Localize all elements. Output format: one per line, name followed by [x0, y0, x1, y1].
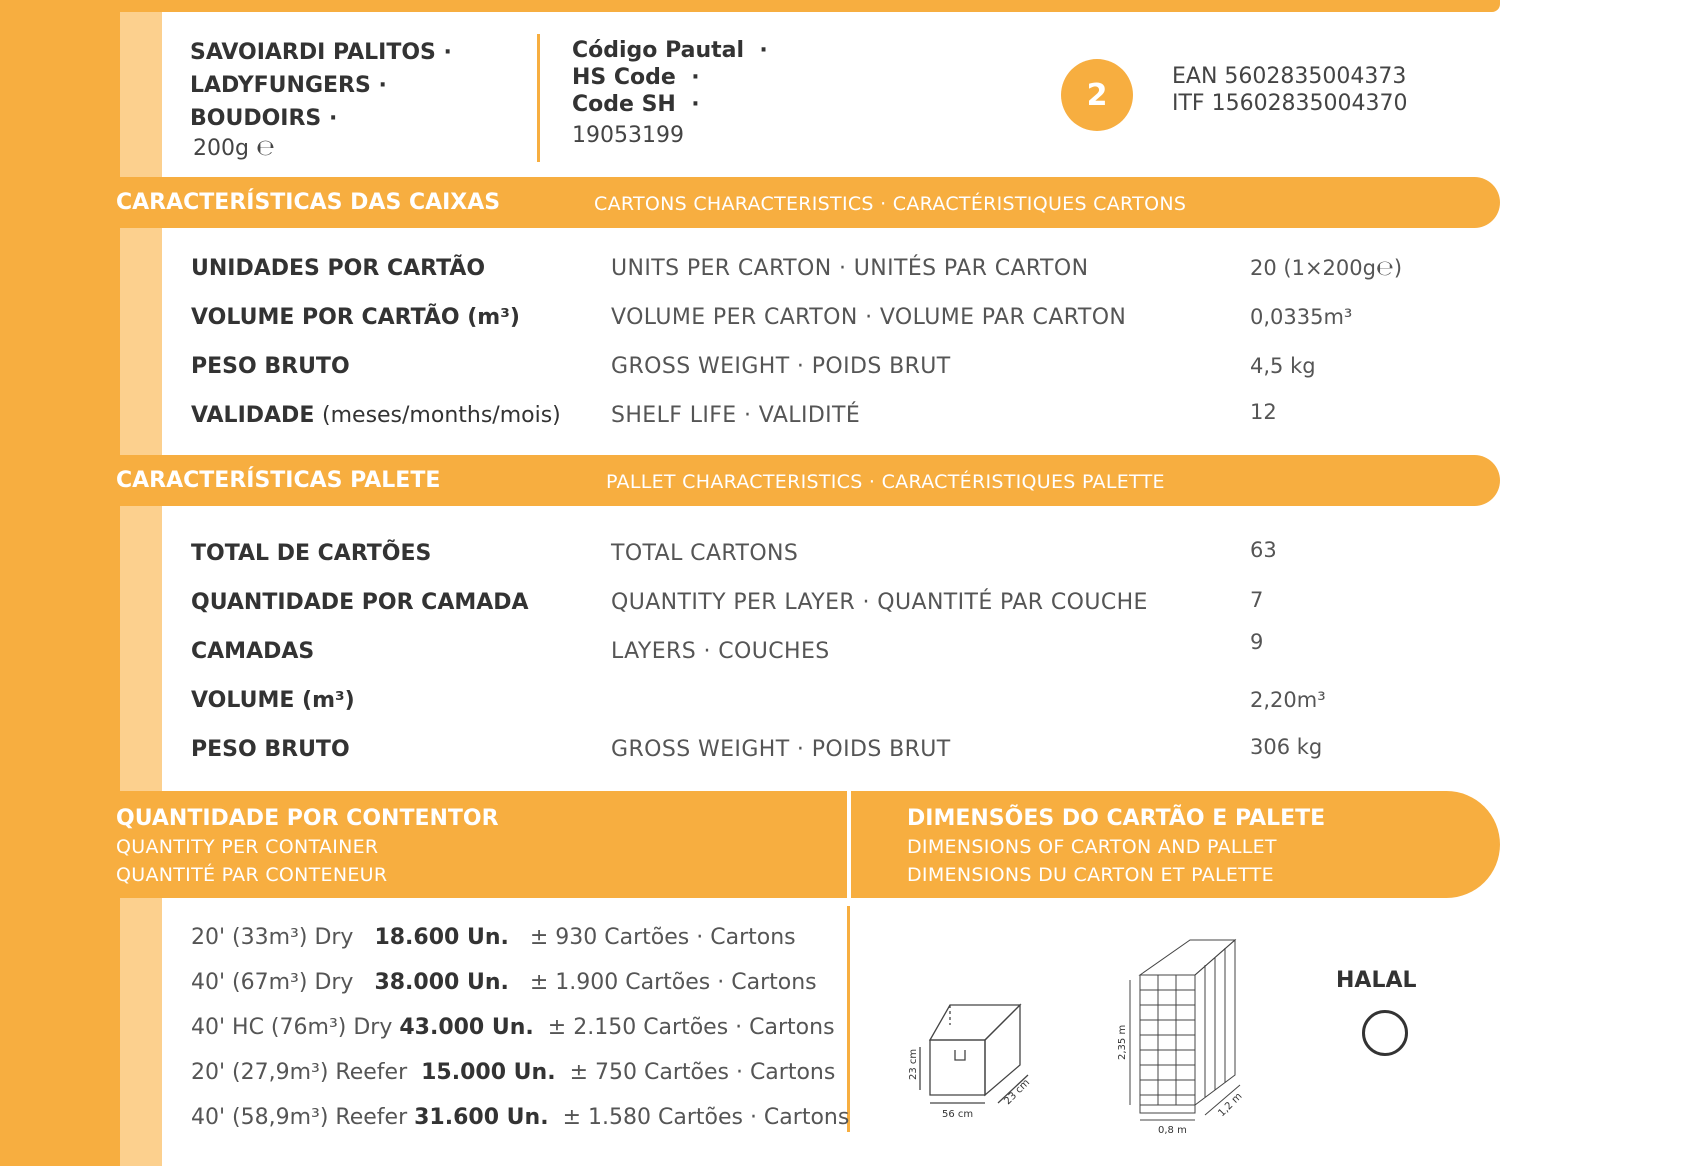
cartons-subtitle: CARTONS CHARACTERISTICS · CARACTÉRISTIQUES CARTONS: [594, 193, 1187, 215]
carton-side-face: [985, 1005, 1020, 1095]
left-accent-strip: [0, 0, 120, 1166]
carton-length-label: 56 cm: [942, 1109, 974, 1120]
pallet-per-layer-value: 7: [1250, 588, 1264, 612]
dimensions-subtitle-fr: DIMENSIONS DU CARTON ET PALETTE: [907, 864, 1274, 886]
code-label-pt: Código Pautal ·: [572, 38, 768, 63]
halal-mark-icon: [1362, 1010, 1408, 1056]
cartons-title: CARACTERÍSTICAS DAS CAIXAS: [116, 190, 501, 215]
carton-weight-value: 4,5 kg: [1250, 354, 1316, 378]
dimensions-title: DIMENSÕES DO CARTÃO E PALETE: [907, 806, 1326, 831]
carton-shelf-life-trans: SHELF LIFE · VALIDITÉ: [611, 403, 861, 428]
carton-top-face: [930, 1005, 1020, 1040]
carton-shelf-life-label: VALIDADE (meses/months/mois): [191, 403, 561, 428]
pallet-weight-value: 306 kg: [1250, 735, 1323, 759]
pallet-width-label: 0,8 m: [1158, 1125, 1187, 1135]
pallet-weight-label: PESO BRUTO: [191, 737, 350, 762]
product-weight: 200g ℮: [193, 136, 275, 161]
header-divider: [537, 34, 540, 162]
pallet-weight-trans: GROSS WEIGHT · POIDS BRUT: [611, 737, 951, 762]
carton-weight-trans: GROSS WEIGHT · POIDS BRUT: [611, 354, 951, 379]
code-label-fr: Code SH ·: [572, 92, 700, 117]
carton-units-trans: UNITS PER CARTON · UNITÉS PAR CARTON: [611, 256, 1089, 281]
carton-volume-trans: VOLUME PER CARTON · VOLUME PAR CARTON: [611, 305, 1127, 330]
container-row: 40' HC (76m³) Dry 43.000 Un. ± 2.150 Cartões · Cartons: [191, 1015, 835, 1040]
halal-label: HALAL: [1336, 968, 1417, 993]
pallet-diagram: [1110, 935, 1260, 1135]
carton-units-label: UNIDADES POR CARTÃO: [191, 256, 486, 281]
product-name-pt: SAVOIARDI PALITOS ·: [190, 40, 452, 65]
carton-shelf-life-value: 12: [1250, 400, 1277, 424]
pallet-layers-trans: LAYERS · COUCHES: [611, 639, 830, 664]
pallet-total-trans: TOTAL CARTONS: [611, 541, 799, 566]
carton-units-value: 20 (1×200g℮): [1250, 256, 1403, 280]
carton-depth-label: 23 cm: [1002, 1077, 1033, 1108]
pallet-height-label: 2,35 m: [1117, 1024, 1128, 1060]
product-name-fr: BOUDOIRS ·: [190, 106, 338, 131]
pallet-volume-label: VOLUME (m³): [191, 688, 355, 713]
top-accent-bar: [120, 0, 1500, 12]
carton-volume-label: VOLUME POR CARTÃO (m³): [191, 305, 520, 330]
variant-badge: 2: [1061, 59, 1133, 131]
carton-front-face: [930, 1040, 985, 1095]
left-light-strip: [120, 0, 162, 1166]
pallet-subtitle: PALLET CHARACTERISTICS · CARACTÉRISTIQUES PALETTE: [606, 471, 1165, 493]
carton-height-label: 23 cm: [908, 1048, 919, 1080]
pallet-depth-label: 1,2 m: [1216, 1090, 1245, 1120]
carton-weight-label: PESO BRUTO: [191, 354, 350, 379]
carton-diagram: [900, 995, 1050, 1125]
pallet-title: CARACTERÍSTICAS PALETE: [116, 468, 441, 493]
pallet-layers-value: 9: [1250, 630, 1264, 654]
container-divider: [847, 906, 850, 1132]
container-title: QUANTIDADE POR CONTENTOR: [116, 806, 499, 831]
code-value: 19053199: [572, 123, 684, 148]
container-subtitle-fr: QUANTITÉ PAR CONTENEUR: [116, 864, 388, 886]
pallet-per-layer-trans: QUANTITY PER LAYER · QUANTITÉ PAR COUCHE: [611, 590, 1148, 615]
container-row: 40' (58,9m³) Reefer 31.600 Un. ± 1.580 Cartões · Cartons: [191, 1105, 850, 1130]
container-row: 20' (27,9m³) Reefer 15.000 Un. ± 750 Cartões · Cartons: [191, 1060, 836, 1085]
code-label-en: HS Code ·: [572, 65, 700, 90]
band-divider: [847, 791, 851, 898]
pallet-per-layer-label: QUANTIDADE POR CAMADA: [191, 590, 529, 615]
pallet-layers-label: CAMADAS: [191, 639, 315, 664]
container-subtitle-en: QUANTITY PER CONTAINER: [116, 836, 379, 858]
pallet-total-value: 63: [1250, 538, 1277, 562]
container-row: 40' (67m³) Dry 38.000 Un. ± 1.900 Cartões · Cartons: [191, 970, 817, 995]
dimensions-subtitle-en: DIMENSIONS OF CARTON AND PALLET: [907, 836, 1277, 858]
product-name-en: LADYFUNGERS ·: [190, 73, 387, 98]
container-row: 20' (33m³) Dry 18.600 Un. ± 930 Cartões · Cartons: [191, 925, 796, 950]
itf-code: ITF 15602835004370: [1172, 91, 1408, 116]
carton-volume-value: 0,0335m³: [1250, 305, 1353, 329]
pallet-volume-value: 2,20m³: [1250, 688, 1326, 712]
ean-code: EAN 5602835004373: [1172, 64, 1407, 89]
pallet-total-label: TOTAL DE CARTÕES: [191, 541, 432, 566]
